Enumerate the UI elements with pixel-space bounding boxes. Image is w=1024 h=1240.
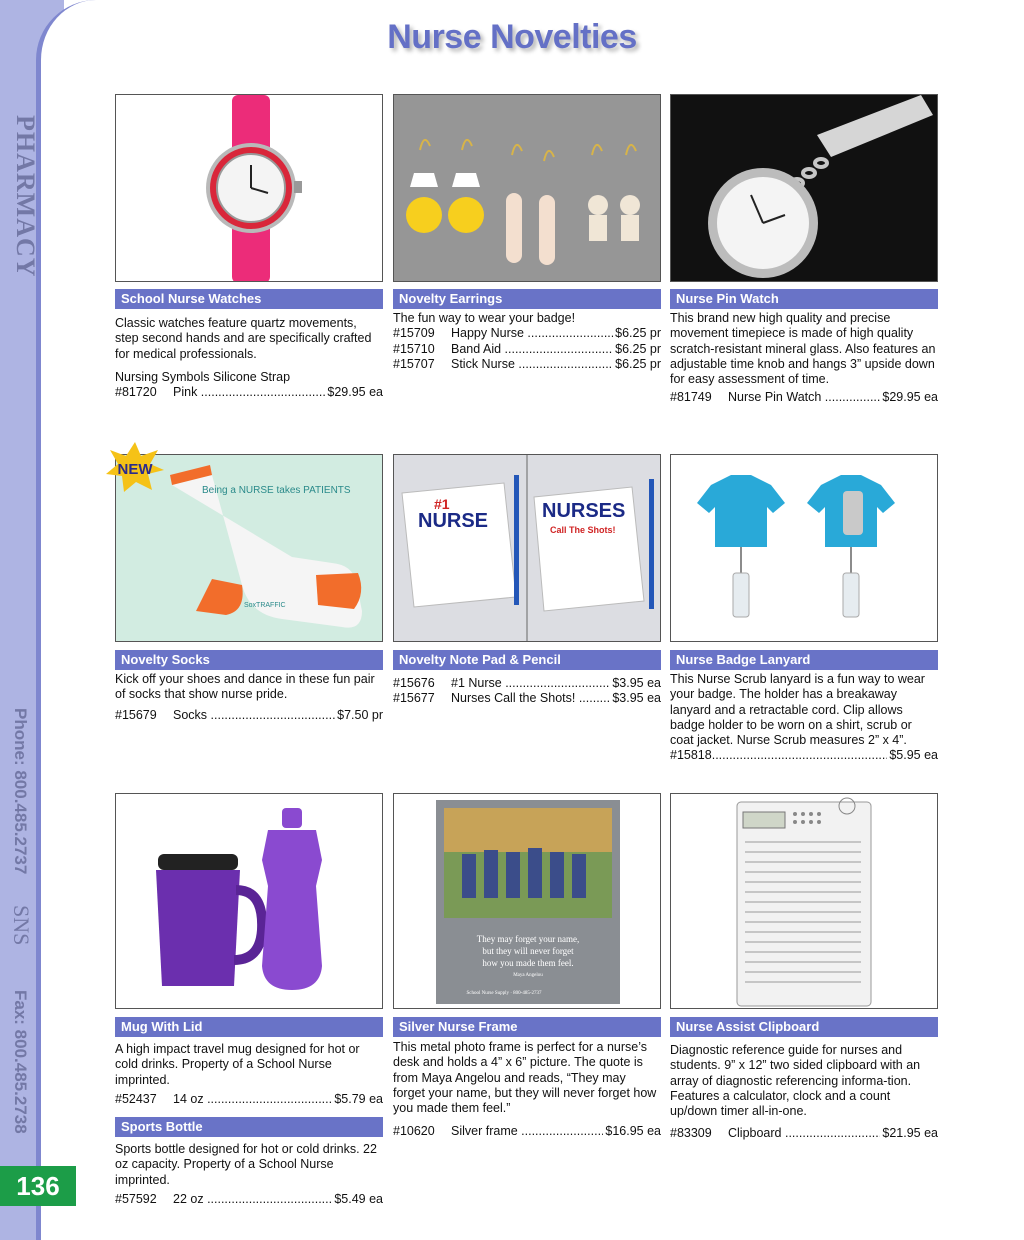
clipboard-photo xyxy=(670,793,938,1009)
watches-title: School Nurse Watches xyxy=(115,289,383,309)
pin-watch-photo xyxy=(670,94,938,282)
sock-brand: SoxTRAFFIC xyxy=(244,602,286,609)
frame-quote-line2: but they will never forget xyxy=(482,946,574,956)
notepad-title: Novelty Note Pad & Pencil xyxy=(393,650,661,670)
frame-quote-author: Maya Angelou xyxy=(513,973,543,978)
earrings-desc: The fun way to wear your badge! xyxy=(393,311,576,325)
mug-title: Mug With Lid xyxy=(115,1017,383,1037)
socks-title: Novelty Socks xyxy=(115,650,383,670)
phone-number: Phone: 800.485.2737 xyxy=(11,708,30,875)
lanyard-desc: This Nurse Scrub lanyard is a fun way to wear your badge. The holder has a breakaway lanyard and a retractable cord. Clip allows badge holder to be worn on a shirt, scrub or coat jacket. Nurse Scrub measures 2” x 4”. xyxy=(670,672,925,748)
price-row: #15677 Nurses Call the Shots! ..... $3.95 ea xyxy=(393,691,661,706)
sidebar-curve xyxy=(36,0,106,1240)
watches-sub: Nursing Symbols Silicone Strap xyxy=(115,369,291,384)
clipboard-details xyxy=(670,1043,938,1142)
bottle-desc: Sports bottle designed for hot or cold drinks. 22 oz capacity. Property of a School Nurse imprinted. xyxy=(115,1142,377,1187)
watches-desc: Classic watches feature quartz movements, step second hands and are specifically crafted for medical professionals. xyxy=(115,316,372,361)
sock-print: Being a NURSE takes PATIENTS xyxy=(202,485,351,496)
price-row: #81749 Nurse Pin Watch ..... $29.95 ea xyxy=(670,390,938,405)
frame-quote-line3: how you made them feel. xyxy=(482,958,574,968)
lanyard-photo xyxy=(670,454,938,642)
socks-desc: Kick off your shoes and dance in these fun pair of socks that show nurse pride. xyxy=(115,672,375,702)
mug-bottle-photo xyxy=(115,793,383,1009)
frame-desc: This metal photo frame is perfect for a nurse’s desk and holds a 4” x 6” picture. The quote is from Maya Angelou and reads, “They may forget your name, but they will never forget how you made them feel.” xyxy=(393,1040,657,1116)
brand-label: SNS xyxy=(9,905,34,946)
pin-watch-details xyxy=(670,311,938,406)
price-row: #15707 Stick Nurse ..... $6.25 pr xyxy=(393,357,661,372)
mug-desc: A high impact travel mug designed for hot or cold drinks. Property of a School Nurse imprinted. xyxy=(115,1042,360,1087)
page-title: Nurse Novelties xyxy=(387,18,637,56)
price-row: #57592 22 oz ..... $5.49 ea xyxy=(115,1192,383,1207)
notepad-photo xyxy=(393,454,661,642)
frame-footer: School Nurse Supply · 800-485-2737 xyxy=(466,991,542,996)
price-row: #15709 Happy Nurse ..... $6.25 pr xyxy=(393,326,661,341)
clipboard-desc: Diagnostic reference guide for nurses and students. 9” x 12” two sided clipboard with an array of diagnostic referencing informa-tion. Features a calculator, clock and a count up/down timer all-in-one. xyxy=(670,1043,921,1119)
earrings-details xyxy=(393,311,661,372)
watches-details xyxy=(115,316,383,400)
frame-quote-line1: They may forget your name, xyxy=(476,934,580,944)
price-row: #15710 Band Aid ..... $6.25 pr xyxy=(393,342,661,357)
pin-watch-title: Nurse Pin Watch xyxy=(670,289,938,309)
earrings-title: Novelty Earrings xyxy=(393,289,661,309)
fax-number: Fax: 800.485.2738 xyxy=(11,990,30,1134)
lanyard-details xyxy=(670,672,938,764)
pad2-sub: Call The Shots! xyxy=(550,525,616,535)
section-label: PHARMACY xyxy=(11,115,40,278)
frame-title: Silver Nurse Frame xyxy=(393,1017,661,1037)
new-badge xyxy=(106,442,164,492)
socks-details xyxy=(115,672,383,723)
bottle-details xyxy=(115,1142,383,1207)
watch-photo xyxy=(115,94,383,282)
svg-text:NEW: NEW xyxy=(117,461,153,478)
price-row: #83309 Clipboard ..... $21.95 ea xyxy=(670,1126,938,1141)
clipboard-title: Nurse Assist Clipboard xyxy=(670,1017,938,1037)
price-row: #15818 ..... $5.95 ea xyxy=(670,748,938,763)
price-row: #10620 Silver frame ..... $16.95 ea xyxy=(393,1124,661,1139)
frame-photo xyxy=(393,793,661,1009)
bottle-title: Sports Bottle xyxy=(115,1117,383,1137)
page-number: 136 xyxy=(0,1166,76,1206)
mug-details xyxy=(115,1042,383,1107)
price-row: #52437 14 oz ..... $5.79 ea xyxy=(115,1092,383,1107)
frame-details xyxy=(393,1040,661,1140)
lanyard-title: Nurse Badge Lanyard xyxy=(670,650,938,670)
price-row: #15676 #1 Nurse ..... $3.95 ea xyxy=(393,676,661,691)
notepad-details xyxy=(393,676,661,707)
pad1-main: NURSE xyxy=(418,510,489,532)
pad2-main: NURSES xyxy=(542,500,626,522)
price-row: #81720 Pink ..... $29.95 ea xyxy=(115,385,383,400)
earrings-photo xyxy=(393,94,661,282)
price-row: #15679 Socks ..... $7.50 pr xyxy=(115,708,383,723)
pin-watch-desc: This brand new high quality and precise movement timepiece is made of high quality scratch-resistant mineral glass. Also features an adjustable time knob and hangs 3” upside down for easy assessment of time. xyxy=(670,311,936,387)
pad1-top: #1 xyxy=(434,496,450,512)
